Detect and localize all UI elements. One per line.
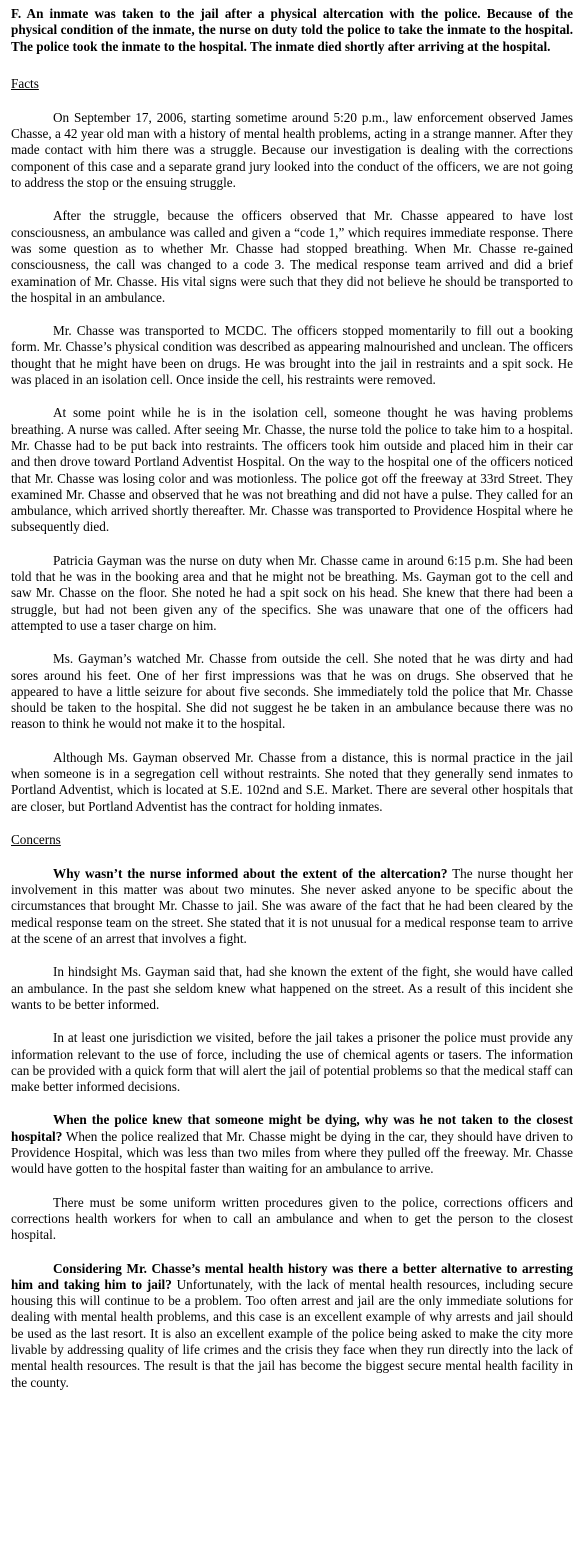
facts-paragraph-7: Although Ms. Gayman observed Mr. Chasse from a distance, this is normal practice in the jail when someone is in a segregation cell without restraints. She noted that they generally send inmates to Portland Adventist, which is located at S.E. 102nd and S.E. Market. There are several other hospitals that are closer, but Portland Adventist has the contract for holding inmates. xyxy=(11,749,573,814)
concerns-paragraph-3: In at least one jurisdiction we visited, before the jail takes a prisoner the police must provide any information relevant to the use of force, including the use of chemical agents or tasers. The information can be provided with a quick form that will alert the jail of potential problems so that the medical staff can make better informed decisions. xyxy=(11,1030,573,1095)
section-heading: F. An inmate was taken to the jail after a physical altercation with the police. Because of the physical condition of the inmate, the nurse on duty told the police to take the inmate to the hospital. The police took the inmate to the hospital. The inmate died shortly after arriving at the hospital. xyxy=(11,6,573,54)
facts-paragraph-1: On September 17, 2006, starting sometime around 5:20 p.m., law enforcement observed James Chasse, a 42 year old man with a history of mental health problems, acting in a strange manner. After they made contact with him there was a struggle. Because our investigation is dealing with the corrections component of this case and a separate grand jury looked into the conduct of the officers, we are not going to address the stop or the ensuing struggle. xyxy=(11,109,573,191)
facts-paragraph-6: Ms. Gayman’s watched Mr. Chasse from outside the cell. She noted that he was dirty and had sores around his feet. One of her first impressions was that he was on drugs. She observed that he appeared to have a little seizure for about five seconds. She immediately told the police that Mr. Chasse should be taken to the hospital. She did not suggest he be taken in an ambulance because there was no reason to think he would not make it to the hospital. xyxy=(11,651,573,732)
concerns-question-2 xyxy=(11,1112,573,1177)
facts-label: Facts xyxy=(11,75,39,91)
concerns-question-3-lead: Considering Mr. Chasse’s mental health history was there a better alternative to arresting him and taking him to jail? xyxy=(11,1260,573,1292)
concerns-question-3 xyxy=(11,1261,573,1391)
concerns-paragraph-5: There must be some uniform written procedures given to the police, corrections officers and corrections health workers for when to call an ambulance and when to get the person to the closest hospital. xyxy=(11,1194,573,1243)
facts-paragraph-5: Patricia Gayman was the nurse on duty when Mr. Chasse came in around 6:15 p.m. She had been told that he was in the booking area and that he might not be breathing. Ms. Gayman got to the cell and saw Mr. Chasse on the floor. She noted he had a spit sock on his head. She knew that there had been a struggle, but had not been given any of the specifics. She was unaware that one of the officers had attempted to use a taser charge on him. xyxy=(11,552,573,633)
concerns-question-2-text: When the police realized that Mr. Chasse might be dying in the car, they should have driven to Providence Hospital, which was less than two miles from where they pulled off the freeway. Mr. Chasse would have gotten to the hospital faster than waiting for an ambulance to arrive. xyxy=(11,1128,573,1177)
concerns-question-3-text: Unfortunately, with the lack of mental health resources, including secure housing this will continue to be a problem. Too often arrest and jail are the only immediate solutions for dealing with mental health problems, and this case is an excellent example of why arrests and jail should be used as the last resort. It is also an excellent example of the police being asked to make the city more livable by addressing quality of life crimes and the crisis they face when they run directly into the lack of mental health resources. The result is that the jail has become the biggest secure mental health facility in the county. xyxy=(11,1276,573,1390)
facts-paragraph-3: Mr. Chasse was transported to MCDC. The officers stopped momentarily to fill out a booking form. Mr. Chasse’s physical condition was described as appearing malnourished and unclean. The officers thought that he might have been on drugs. He was brought into the jail in restraints and a spit sock. He was placed in an isolation cell. Once inside the cell, his restraints were removed. xyxy=(11,323,573,388)
concerns-question-1-text: The nurse thought her involvement in this matter was about two minutes. She never asked anyone to be specific about the circumstances that brought Mr. Chasse to jail. She was aware of the fact that he had been cleared by the medical response team on the street. She stated that it is not unusual for a medical response team to arrive at the scene of an arrest that involves a fight. xyxy=(11,865,574,947)
facts-paragraph-2: After the struggle, because the officers observed that Mr. Chasse appeared to have lost consciousness, an ambulance was called and given a “code 1,” which requires immediate response. There was some question as to whether Mr. Chasse had stopped breathing. When Mr. Chasse re-gained consciousness, the call was changed to a code 3. The medical response team arrived and did a brief examination of Mr. Chasse. His vital signs were such that they did not believe he should be transported to the hospital in an ambulance. xyxy=(11,208,573,305)
facts-paragraph-4: At some point while he is in the isolation cell, someone thought he was having problems breathing. A nurse was called. After seeing Mr. Chasse, the nurse told the police to take him to a hospital. Mr. Chasse had to be put back into restraints. The officers took him outside and placed him in their car and then drove toward Portland Adventist Hospital. On the way to the hospital one of the officers noticed that Mr. Chasse was losing color and was motionless. The police got off the freeway at 33rd Street. They examined Mr. Chasse and observed that he was not breathing and did not have a pulse. They called for an ambulance, which arrived shortly thereafter. Mr. Chasse was transported to Providence Hospital where he subsequently died. xyxy=(11,405,573,535)
concerns-question-1-lead: Why wasn’t the nurse informed about the extent of the altercation? xyxy=(53,865,448,881)
concerns-question-2-lead: When the police knew that someone might be dying, why was he not taken to the closest hospital? xyxy=(11,1112,573,1144)
concerns-label: Concerns xyxy=(11,831,61,847)
concerns-question-1 xyxy=(11,866,573,947)
concerns-paragraph-2: In hindsight Ms. Gayman said that, had she known the extent of the fight, she would have called an ambulance. In the past she seldom knew what happened on the street. As a result of this incident she wants to be better informed. xyxy=(11,964,573,1012)
